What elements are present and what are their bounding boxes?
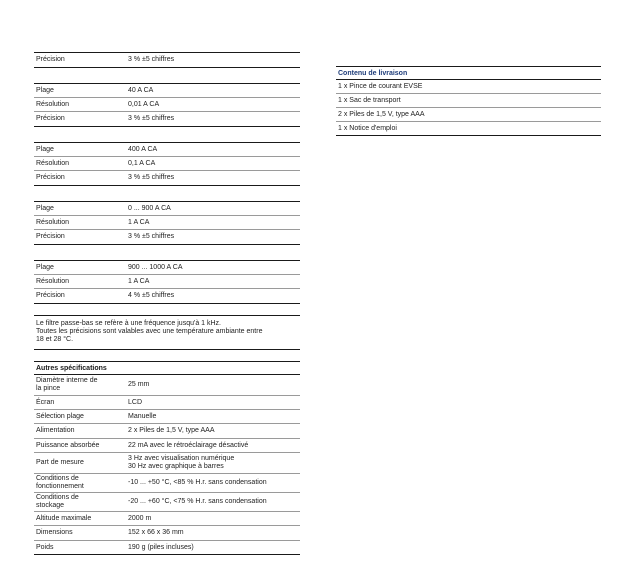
spec-row [34, 423, 300, 438]
spec-label: Résolution [36, 159, 70, 167]
group-divider [34, 554, 300, 556]
footnote-line: 18 et 28 °C. [36, 336, 74, 343]
spec-label: Part de mesure [36, 459, 84, 466]
spec-value: 400 A CA [128, 145, 158, 153]
spec-value: 2000 m [128, 514, 152, 522]
spec-row [34, 274, 300, 288]
footnote-line: Le filtre passe-bas se refère à une fréquence jusqu'à 1 kHz. [36, 320, 221, 327]
spec-row [34, 288, 300, 303]
spec-label: Résolution [36, 218, 70, 226]
spec-row [34, 156, 300, 170]
spec-value: 0,1 A CA [128, 159, 156, 167]
spec-row [34, 111, 300, 126]
spec-value: -20 ... +60 °C, <75 % H.r. sans condensation [128, 498, 267, 505]
spec-row [34, 438, 300, 452]
spec-row [34, 229, 300, 244]
spec-label: Sélection plage [36, 412, 84, 420]
spec-value: 0 ... 900 A CA [128, 204, 171, 212]
spec-value: 3 % ±5 chiffres [128, 174, 175, 181]
spec-label: Précision [36, 56, 65, 63]
spec-value: Manuelle [128, 412, 157, 420]
spec-value: 3 % ±5 chiffres [128, 233, 175, 240]
spec-label: Altitude maximale [36, 514, 92, 522]
list-item: 1 x Notice d'emploi [336, 121, 601, 135]
spec-row [34, 409, 300, 423]
spec-row [34, 525, 300, 540]
delivery-contents [336, 66, 601, 137]
spec-label: Conditions de stockage [36, 494, 79, 509]
spec-label: Résolution [36, 100, 70, 108]
spec-value: 190 g (piles incluses) [128, 543, 194, 551]
list-item: 1 x Pince de courant EVSE [336, 79, 601, 93]
spec-row [34, 260, 300, 274]
spec-label: Puissance absorbée [36, 441, 100, 449]
spec-value: 900 ... 1000 A CA [128, 263, 183, 271]
spec-value: 3 Hz avec visualisation numérique 30 Hz avec graphique à barres [128, 455, 235, 470]
section-heading: Autres spécifications [34, 361, 300, 374]
spec-value: 25 mm [128, 381, 150, 388]
spec-row [34, 540, 300, 554]
spec-value: 3 % ±5 chiffres [128, 115, 175, 122]
spec-row [34, 215, 300, 229]
spec-label: Précision [36, 292, 65, 299]
spec-label: Précision [36, 115, 65, 122]
spec-row [34, 511, 300, 525]
footnote-line: Toutes les précisions sont valables avec une température ambiante entre [36, 328, 263, 335]
spec-value: 40 A CA [128, 86, 154, 94]
spec-row [34, 395, 300, 409]
spec-label: Plage [36, 263, 54, 271]
section-heading: Contenu de livraison [336, 66, 601, 79]
spec-row [34, 97, 300, 111]
spec-row [34, 492, 300, 511]
spec-label: Plage [36, 204, 54, 212]
list-item: 2 x Piles de 1,5 V, type AAA [336, 107, 601, 121]
spec-row [34, 142, 300, 156]
spec-label: Écran [36, 398, 55, 406]
spec-label: Plage [36, 86, 54, 94]
spec-row [34, 201, 300, 215]
spec-label: Alimentation [36, 427, 75, 434]
spec-value: -10 ... +50 °C, <85 % H.r. sans condensation [128, 479, 267, 486]
spec-value: 3 % ±5 chiffres [128, 56, 175, 63]
spec-label: Résolution [36, 277, 70, 285]
spec-value: 152 x 66 x 36 mm [128, 529, 184, 536]
spec-label: Poids [36, 543, 54, 551]
spec-label: Conditions de fonctionnement [36, 475, 84, 490]
spec-value: 0,01 A CA [128, 100, 160, 108]
spec-value: 1 A CA [128, 277, 150, 285]
spec-label: Précision [36, 233, 65, 240]
spec-row [34, 83, 300, 97]
spec-value: 1 A CA [128, 218, 150, 226]
spec-label: Précision [36, 174, 65, 181]
footnote [34, 315, 300, 349]
spec-row [34, 170, 300, 185]
spec-value: 2 x Piles de 1,5 V, type AAA [128, 427, 215, 434]
spec-row [34, 452, 300, 473]
spec-row [34, 473, 300, 492]
spec-value: 22 mA avec le rétroéclairage désactivé [128, 441, 249, 449]
spec-row [34, 374, 300, 395]
list-item: 1 x Sac de transport [336, 93, 601, 107]
specifications-column [34, 52, 300, 556]
spec-label: Dimensions [36, 529, 73, 536]
spec-row [34, 52, 300, 67]
spec-label: Diamètre interne de la pince [36, 377, 98, 392]
spec-value: 4 % ±5 chiffres [128, 292, 175, 299]
spec-label: Plage [36, 145, 54, 153]
spec-value: LCD [128, 398, 143, 406]
